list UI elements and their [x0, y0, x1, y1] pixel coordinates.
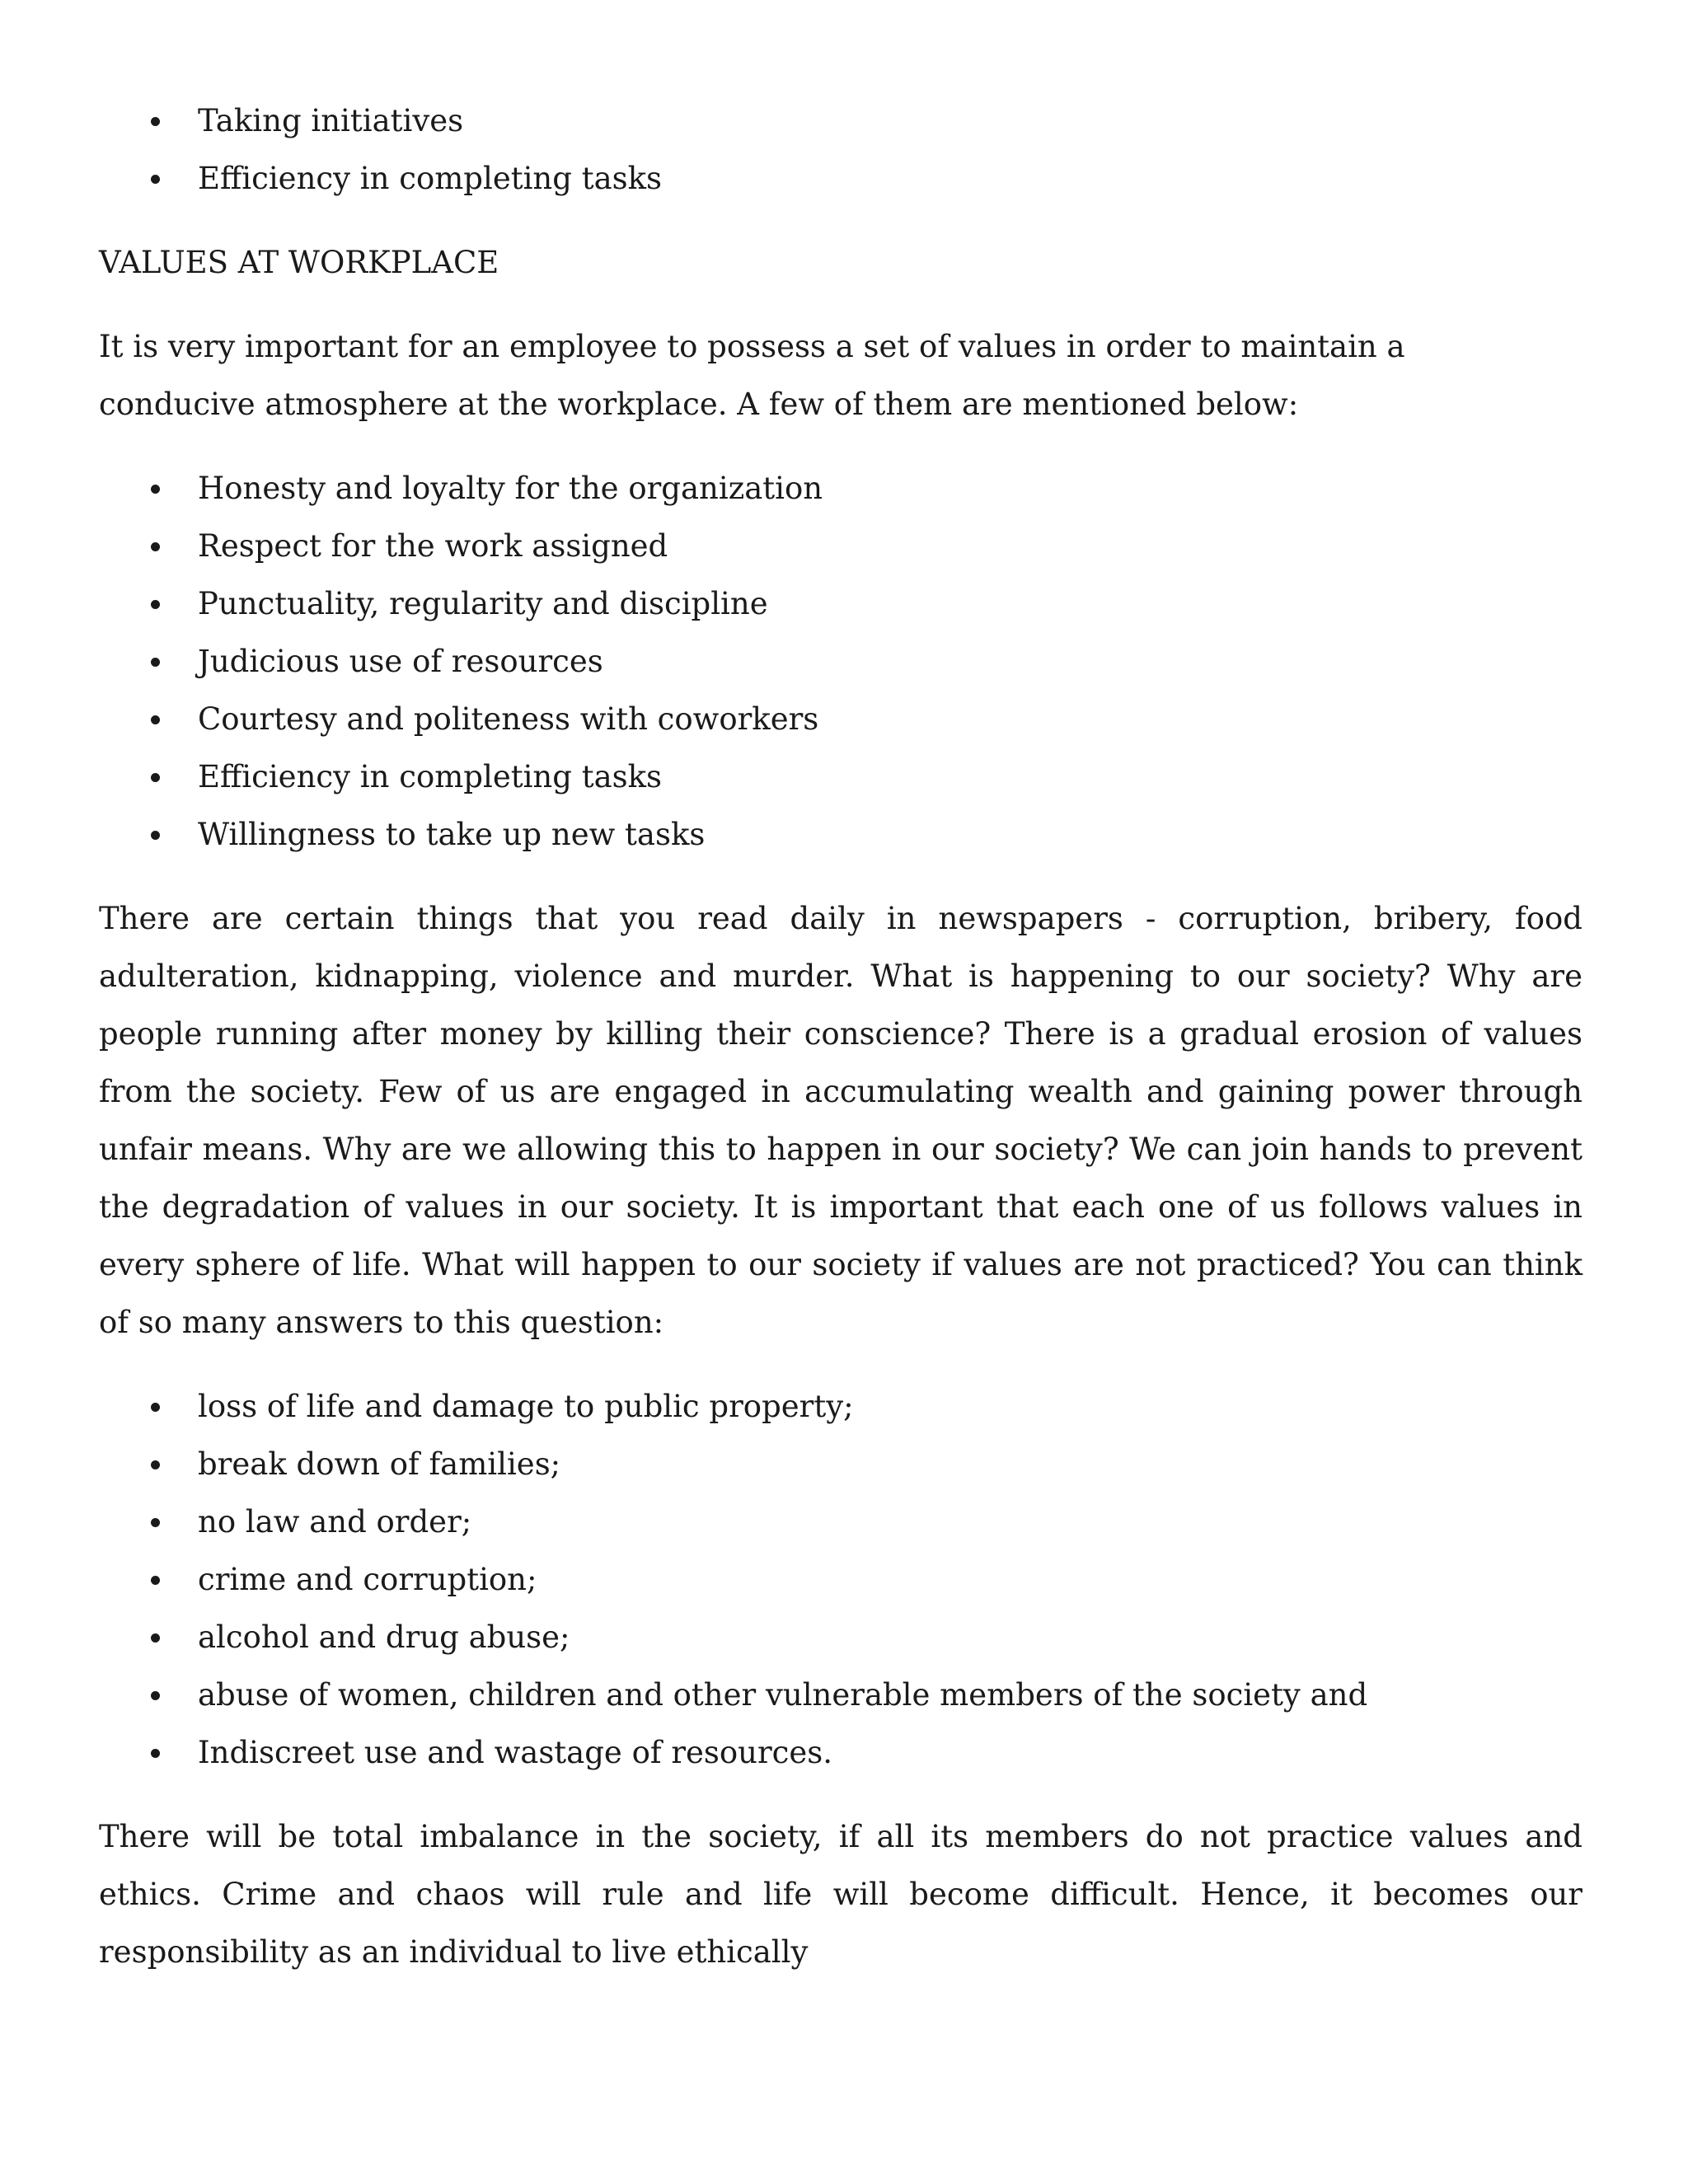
list-item: Willingness to take up new tasks [99, 806, 1582, 864]
values-bullet-list [99, 460, 1582, 864]
list-item: Honesty and loyalty for the organization [99, 460, 1582, 518]
closing-paragraph: There will be total imbalance in the society, if all its members do not practice values and ethics. Crime and chaos will rule and life will become difficult. Hence, it becomes our responsibility as an individual to live ethically [99, 1819, 1582, 1970]
document-page [99, 92, 1582, 1981]
top-bullet-list [99, 92, 1582, 208]
intro-paragraph: It is very important for an employee to possess a set of values in order to maintain a conducive atmosphere at the workplace. A few of them are mentioned below: [99, 329, 1405, 422]
list-item: Courtesy and politeness with coworkers [99, 691, 1582, 748]
list-item: Respect for the work assigned [99, 518, 1582, 575]
list-item: no law and order; [99, 1493, 1582, 1551]
list-item: Efficiency in completing tasks [99, 748, 1582, 806]
section-heading: VALUES AT WORKPLACE [99, 245, 499, 280]
consequences-bullet-list [99, 1378, 1582, 1782]
list-item: Taking initiatives [99, 92, 1582, 150]
list-item: crime and corruption; [99, 1551, 1582, 1609]
list-item: loss of life and damage to public property; [99, 1378, 1582, 1436]
list-item: Judicious use of resources [99, 633, 1582, 691]
list-item: Indiscreet use and wastage of resources. [99, 1724, 1582, 1782]
list-item: abuse of women, children and other vulnerable members of the society and [99, 1666, 1582, 1724]
society-paragraph: There are certain things that you read daily in newspapers - corruption, bribery, food adulteration, kidnapping, violence and murder. What is happening to our society? Why are people running after money by killing their conscience? There is a gradual erosion of values from the society. Few of us are engaged in accumulating wealth and gaining power through unfair means. Why are we allowing this to happen in our society? We can join hands to prevent the degradation of values in our society. It is important that each one of us follows values in every sphere of life. What will happen to our society if values are not practiced? You can think of so many answers to this question: [99, 901, 1582, 1340]
list-item: Punctuality, regularity and discipline [99, 575, 1582, 633]
list-item: alcohol and drug abuse; [99, 1609, 1582, 1666]
list-item: break down of families; [99, 1436, 1582, 1493]
list-item: Efficiency in completing tasks [99, 150, 1582, 208]
